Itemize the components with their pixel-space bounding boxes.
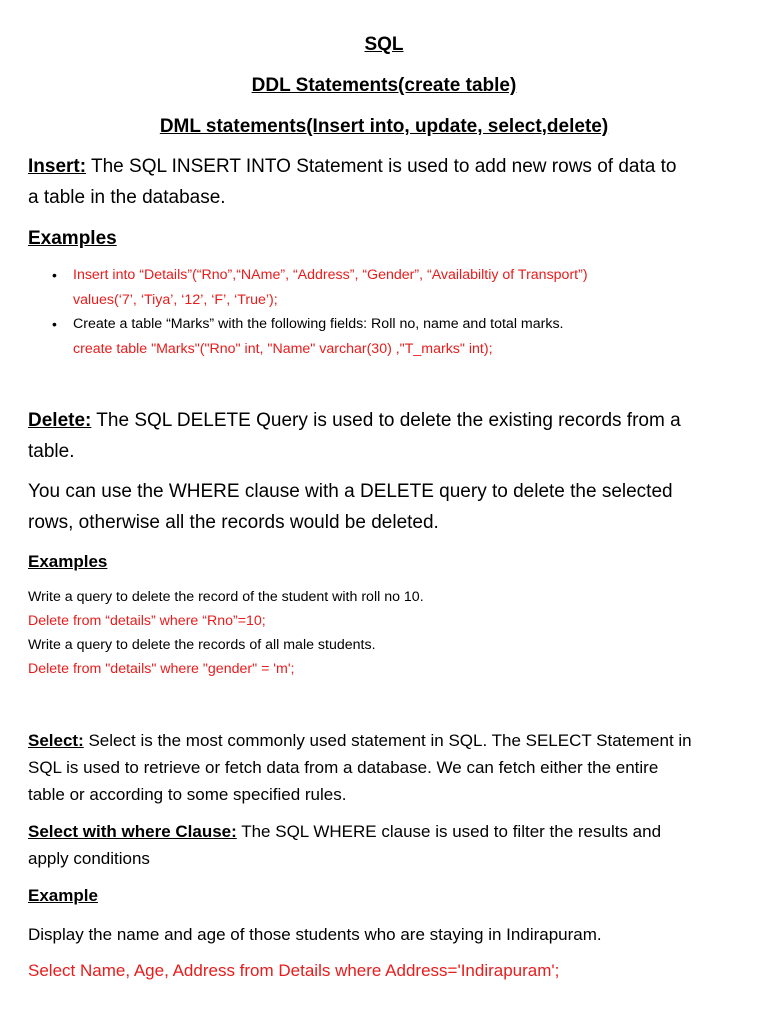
select-example-text: Display the name and age of those students who are staying in Indirapuram. [28,925,602,944]
delete-example-2-code: Delete from "details" where "gender" = 'm'; [28,661,295,677]
insert-paragraph-line1 [28,156,676,178]
select-where-text-1: The SQL WHERE clause is used to filter the results and [236,822,662,841]
delete-text-4: rows, otherwise all the records would be deleted. [28,512,439,533]
select-example-code: Select Name, Age, Address from Details where Address='Indirapuram'; [28,961,560,980]
bullet-2: • [52,316,57,332]
doc-title-sql: SQL [364,34,404,55]
delete-text-1: The SQL DELETE Query is used to delete the existing records from a [91,410,681,431]
insert-label: Insert: [28,156,87,177]
delete-example-1-code: Delete from “details” where “Rno”=10; [28,613,266,629]
select-text-2: SQL is used to retrieve or fetch data from a database. We can fetch either the entire [28,758,659,777]
delete-example-2: Write a query to delete the records of all male students. [28,637,376,653]
insert-examples-heading: Examples [28,228,117,249]
insert-example-2-line1: Create a table “Marks” with the following fields: Roll no, name and total marks. [73,316,564,332]
delete-text-2: table. [28,441,75,462]
delete-examples-heading: Examples [28,552,108,571]
doc-title-ddl: DDL Statements(create table) [251,75,517,96]
select-text-1: Select is the most commonly used statement in SQL. The SELECT Statement in [83,731,692,750]
insert-example-1-line1: Insert into “Details”(“Rno”,“NAme”, “Address”, “Gender”, “Availabiltiy of Transport”) [73,267,588,283]
delete-label: Delete: [28,410,92,431]
select-label: Select: [28,731,84,750]
bullet-1: • [52,267,57,283]
doc-title-dml: DML statements(Insert into, update, select,delete) [159,116,609,137]
select-where-label: Select with where Clause: [28,822,237,841]
insert-example-1-line2: values(‘7’, ‘Tiya’, ‘12’, ‘F’, ‘True’); [73,292,278,308]
select-paragraph-line1 [28,731,692,751]
insert-example-2-line2: create table "Marks"("Rno" int, "Name" varchar(30) ,"T_marks" int); [73,341,493,357]
select-example-heading: Example [28,886,98,905]
select-text-3: table or according to some specified rules. [28,785,347,804]
delete-paragraph-line1 [28,410,681,432]
insert-text-1: The SQL INSERT INTO Statement is used to add new rows of data to [86,156,677,177]
delete-text-3: You can use the WHERE clause with a DELETE query to delete the selected [28,481,673,502]
select-where-text-2: apply conditions [28,849,150,868]
delete-example-1: Write a query to delete the record of the student with roll no 10. [28,589,424,605]
insert-text-2: a table in the database. [28,187,226,208]
select-where-line1 [28,822,661,842]
